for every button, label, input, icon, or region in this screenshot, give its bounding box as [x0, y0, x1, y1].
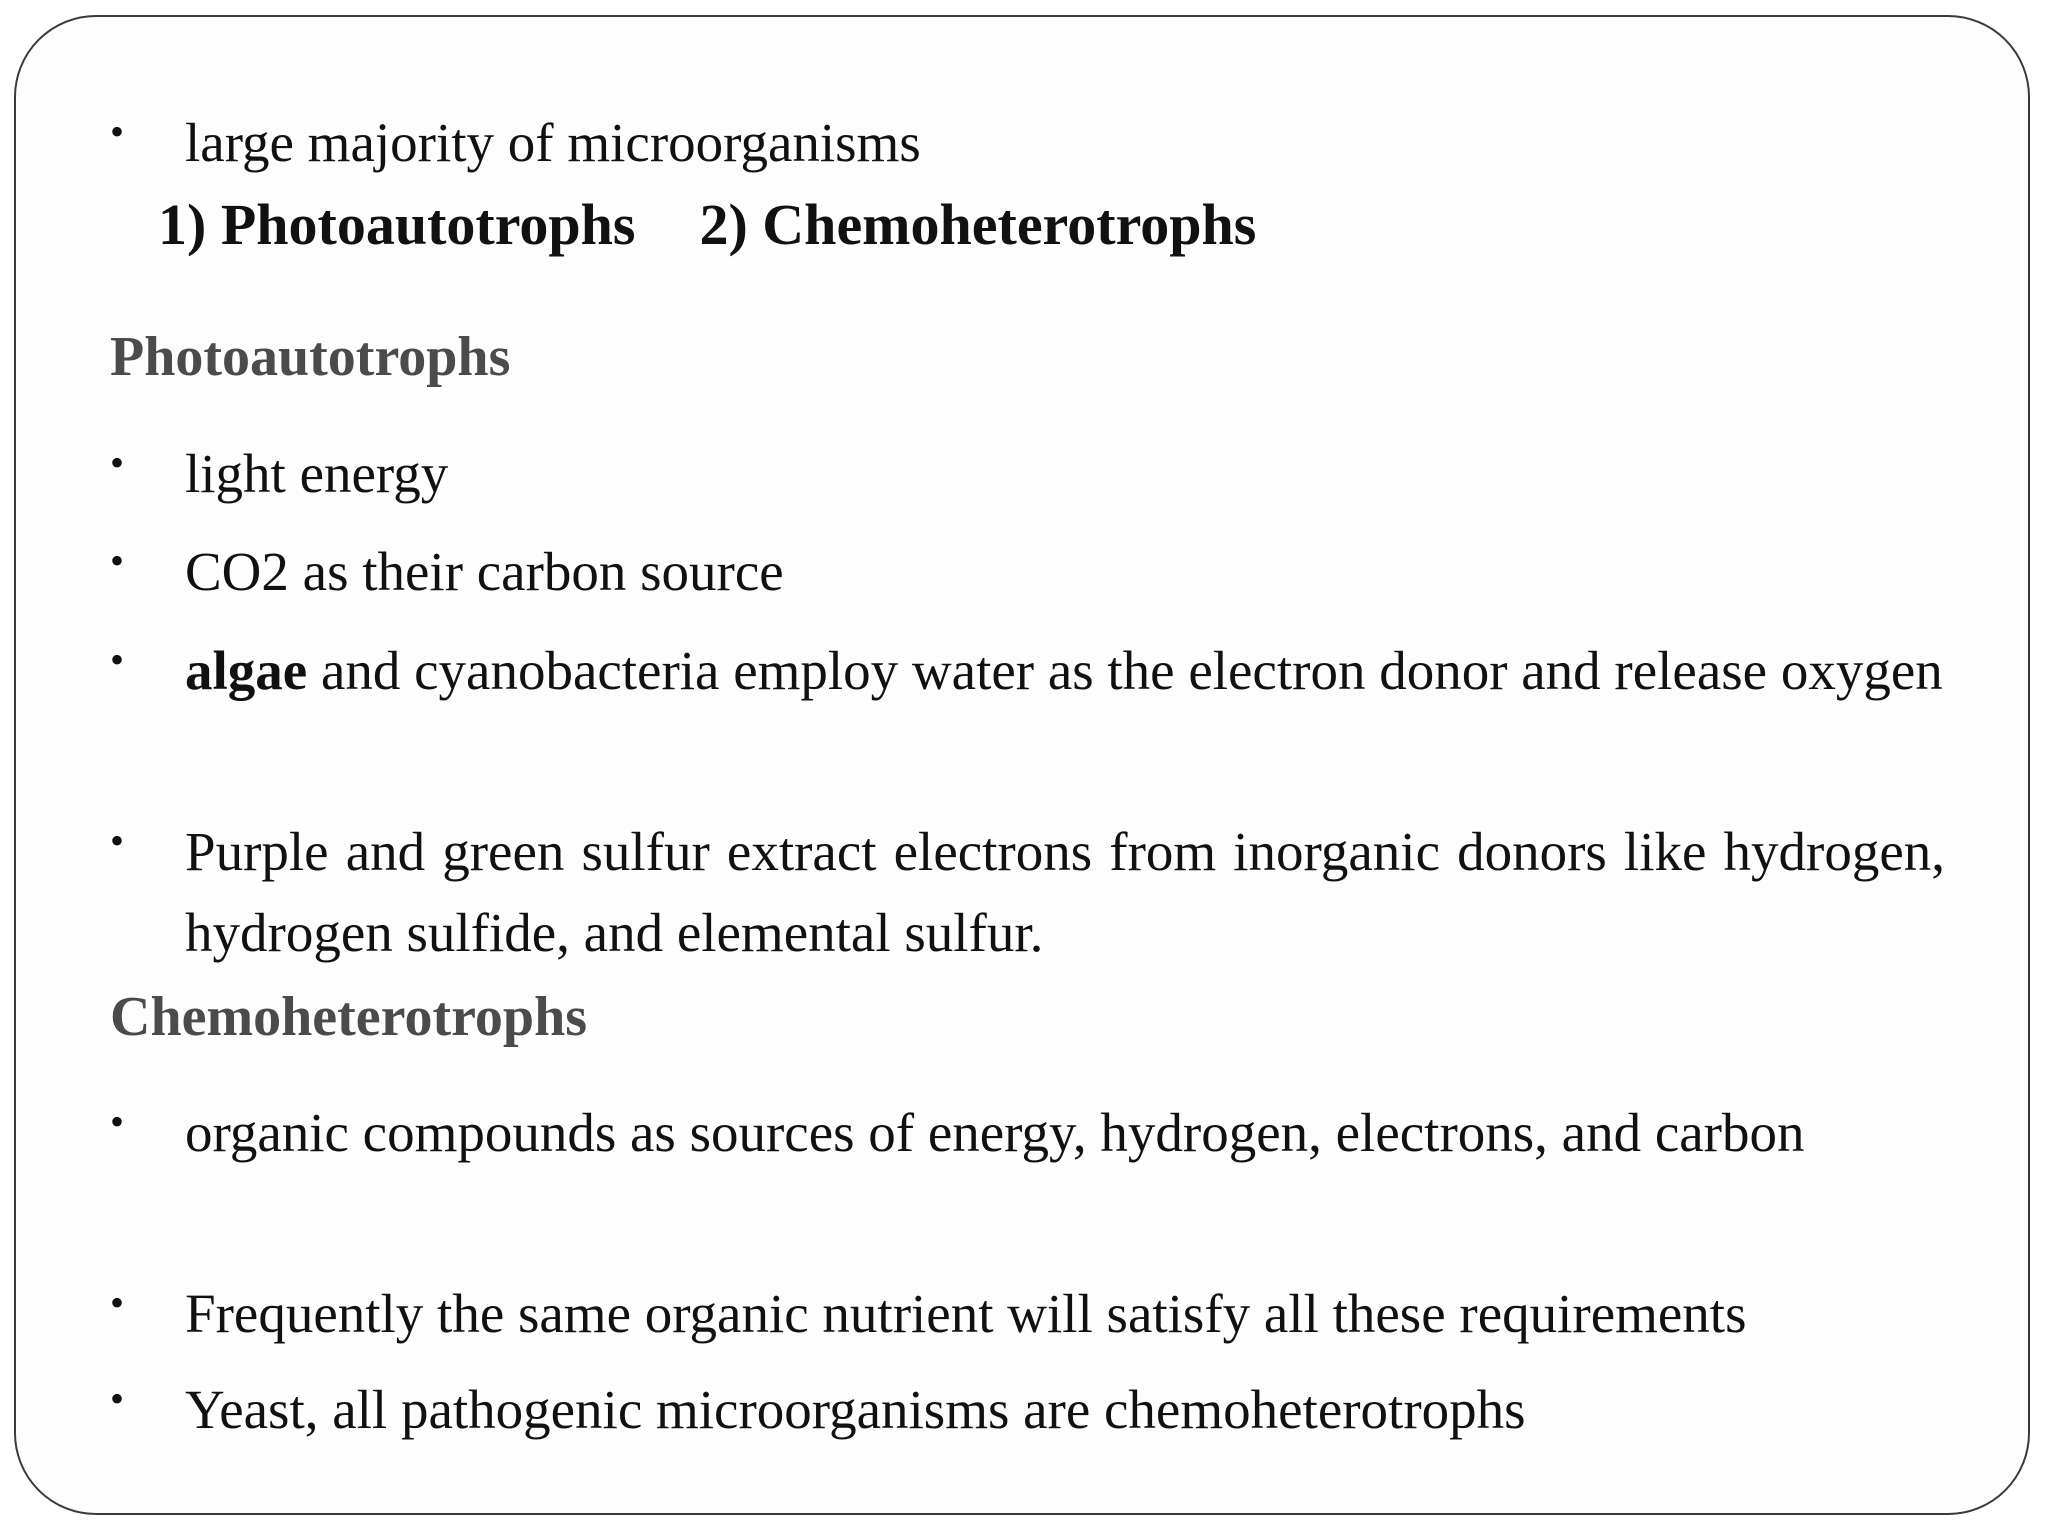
- list-item-text: CO2 as their carbon source: [185, 541, 784, 602]
- bullet-icon: •: [110, 818, 125, 863]
- list-item-text: Purple and green sulfur extract electrons from inorganic donors like hydrogen, hydrogen sulfide, and elemental sulfur.: [185, 821, 1945, 963]
- bullet-icon: •: [110, 1376, 125, 1421]
- chemoheterotrophs-heading: Chemoheterotrophs: [110, 986, 588, 1048]
- slide-content: [16, 17, 2028, 1513]
- photoautotrophs-heading: Photoautotrophs: [110, 326, 511, 388]
- list-item-text: Yeast, all pathogenic microorganisms are chemoheterotrophs: [185, 1379, 1526, 1440]
- bullet-icon: •: [110, 538, 125, 583]
- nutrition-types-line: [158, 189, 1256, 261]
- type-chemoheterotrophs: 2) Chemoheterotrophs: [699, 192, 1257, 257]
- bullet-icon: •: [110, 1280, 125, 1325]
- bullet-icon: •: [110, 440, 125, 485]
- bullet-icon: •: [110, 109, 125, 154]
- intro-bullet-text: large majority of microorganisms: [185, 112, 921, 173]
- type-photoautotrophs: 1) Photoautotrophs: [158, 192, 636, 257]
- list-item-text: light energy: [185, 443, 449, 504]
- list-item-text: Frequently the same organic nutrient will satisfy all these requirements: [185, 1283, 1747, 1344]
- list-item-text: organic compounds as sources of energy, hydrogen, electrons, and carbon: [185, 1102, 1805, 1163]
- emphasis-algae: algae: [185, 640, 308, 701]
- bullet-icon: •: [110, 1099, 125, 1144]
- list-item-text: [185, 630, 1945, 711]
- bullet-icon: •: [110, 637, 125, 682]
- slide-frame: [14, 15, 2030, 1515]
- list-item-rest: and cyanobacteria employ water as the electron donor and release oxygen: [307, 640, 1943, 701]
